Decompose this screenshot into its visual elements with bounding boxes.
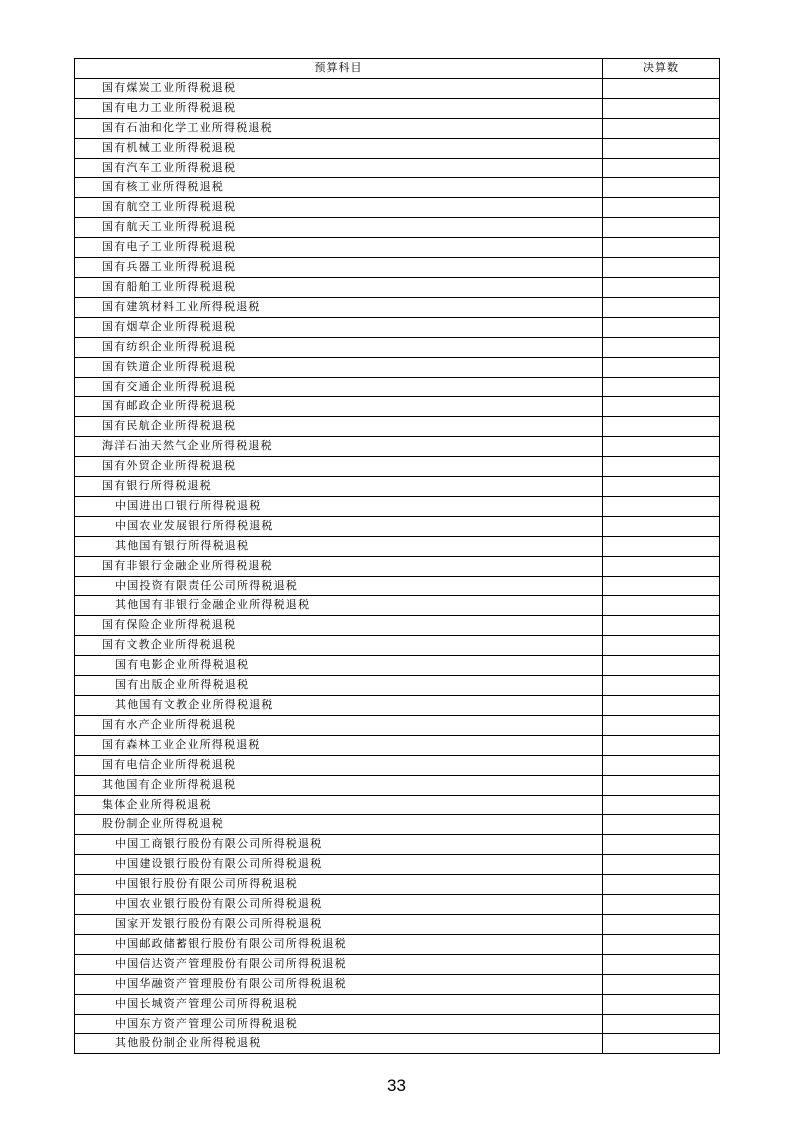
- table-row: [75, 377, 720, 397]
- budget-item-label: 国有电影企业所得税退税: [75, 656, 603, 676]
- final-amount-cell: [603, 218, 720, 238]
- table-row: [75, 596, 720, 616]
- final-amount-cell: [603, 596, 720, 616]
- table-row: [75, 835, 720, 855]
- budget-item-label: 海洋石油天然气企业所得税退税: [75, 437, 603, 457]
- budget-item-label: 国有煤炭工业所得税退税: [75, 78, 603, 98]
- final-amount-cell: [603, 914, 720, 934]
- table-row: [75, 636, 720, 656]
- budget-item-label: 国有出版企业所得税退税: [75, 676, 603, 696]
- table-row: [75, 775, 720, 795]
- final-amount-cell: [603, 158, 720, 178]
- final-amount-cell: [603, 417, 720, 437]
- table-row: [75, 496, 720, 516]
- table-row: [75, 1014, 720, 1034]
- final-amount-cell: [603, 676, 720, 696]
- final-amount-cell: [603, 636, 720, 656]
- budget-item-label: 国有电力工业所得税退税: [75, 98, 603, 118]
- budget-item-label: 国有文教企业所得税退税: [75, 636, 603, 656]
- table-row: [75, 974, 720, 994]
- table-row: [75, 277, 720, 297]
- final-amount-cell: [603, 1014, 720, 1034]
- table-row: [75, 118, 720, 138]
- budget-table: [74, 58, 720, 1054]
- table-row: [75, 297, 720, 317]
- budget-item-label: 国有交通企业所得税退税: [75, 377, 603, 397]
- final-amount-cell: [603, 377, 720, 397]
- budget-item-label: 国有森林工业企业所得税退税: [75, 735, 603, 755]
- final-amount-cell: [603, 397, 720, 417]
- budget-item-label: 其他国有银行所得税退税: [75, 536, 603, 556]
- budget-item-label: 国有船舶工业所得税退税: [75, 277, 603, 297]
- table-row: [75, 994, 720, 1014]
- table-row: [75, 238, 720, 258]
- page-number: 33: [387, 1076, 406, 1095]
- budget-item-label: 中国东方资产管理公司所得税退税: [75, 1014, 603, 1034]
- table-row: [75, 815, 720, 835]
- final-amount-cell: [603, 954, 720, 974]
- budget-item-label: 国有电子工业所得税退税: [75, 238, 603, 258]
- budget-item-label: 国有航空工业所得税退税: [75, 198, 603, 218]
- table-row: [75, 914, 720, 934]
- budget-item-label: 国有水产企业所得税退税: [75, 715, 603, 735]
- final-amount-cell: [603, 98, 720, 118]
- budget-item-label: 国有兵器工业所得税退税: [75, 258, 603, 278]
- budget-item-label: 国有外贸企业所得税退税: [75, 457, 603, 477]
- final-amount-cell: [603, 815, 720, 835]
- budget-item-label: 集体企业所得税退税: [75, 795, 603, 815]
- table-header-row: [75, 59, 720, 79]
- budget-item-label: 国有非银行金融企业所得税退税: [75, 556, 603, 576]
- final-amount-cell: [603, 835, 720, 855]
- final-amount-cell: [603, 258, 720, 278]
- final-amount-cell: [603, 1034, 720, 1054]
- final-amount-cell: [603, 656, 720, 676]
- budget-item-label: 国有电信企业所得税退税: [75, 755, 603, 775]
- final-amount-cell: [603, 457, 720, 477]
- budget-item-label: 国有邮政企业所得税退税: [75, 397, 603, 417]
- final-amount-cell: [603, 994, 720, 1014]
- budget-item-label: 国有航天工业所得税退税: [75, 218, 603, 238]
- final-amount-cell: [603, 755, 720, 775]
- table-row: [75, 437, 720, 457]
- budget-item-label: 股份制企业所得税退税: [75, 815, 603, 835]
- final-amount-cell: [603, 795, 720, 815]
- final-amount-cell: [603, 178, 720, 198]
- table-row: [75, 576, 720, 596]
- final-amount-cell: [603, 895, 720, 915]
- final-amount-cell: [603, 855, 720, 875]
- budget-item-label: 其他股份制企业所得税退税: [75, 1034, 603, 1054]
- budget-item-label: 其他国有非银行金融企业所得税退税: [75, 596, 603, 616]
- final-amount-cell: [603, 297, 720, 317]
- final-amount-cell: [603, 277, 720, 297]
- budget-item-label: 中国进出口银行所得税退税: [75, 496, 603, 516]
- budget-item-label: 国有保险企业所得税退税: [75, 616, 603, 636]
- final-amount-cell: [603, 556, 720, 576]
- budget-item-label: 中国农业银行股份有限公司所得税退税: [75, 895, 603, 915]
- budget-item-label: 国有纺织企业所得税退税: [75, 337, 603, 357]
- table-row: [75, 696, 720, 716]
- table-row: [75, 457, 720, 477]
- budget-item-label: 中国农业发展银行所得税退税: [75, 516, 603, 536]
- budget-item-label: 中国建设银行股份有限公司所得税退税: [75, 855, 603, 875]
- table-row: [75, 397, 720, 417]
- budget-table-container: [74, 58, 719, 1054]
- table-row: [75, 516, 720, 536]
- table-row: [75, 895, 720, 915]
- table-row: [75, 158, 720, 178]
- final-amount-cell: [603, 536, 720, 556]
- budget-item-label: 中国长城资产管理公司所得税退税: [75, 994, 603, 1014]
- table-row: [75, 477, 720, 497]
- table-row: [75, 656, 720, 676]
- budget-item-label: 其他国有企业所得税退税: [75, 775, 603, 795]
- final-amount-cell: [603, 337, 720, 357]
- final-amount-cell: [603, 696, 720, 716]
- table-row: [75, 934, 720, 954]
- table-row: [75, 78, 720, 98]
- budget-item-label: 中国投资有限责任公司所得税退税: [75, 576, 603, 596]
- budget-item-label: 国有民航企业所得税退税: [75, 417, 603, 437]
- table-row: [75, 735, 720, 755]
- final-amount-cell: [603, 974, 720, 994]
- table-row: [75, 1034, 720, 1054]
- table-row: [75, 755, 720, 775]
- table-row: [75, 795, 720, 815]
- budget-item-label: 中国信达资产管理股份有限公司所得税退税: [75, 954, 603, 974]
- table-row: [75, 138, 720, 158]
- final-amount-cell: [603, 775, 720, 795]
- budget-item-label: 中国银行股份有限公司所得税退税: [75, 875, 603, 895]
- table-row: [75, 676, 720, 696]
- table-row: [75, 556, 720, 576]
- table-row: [75, 337, 720, 357]
- final-amount-cell: [603, 576, 720, 596]
- table-row: [75, 258, 720, 278]
- table-row: [75, 218, 720, 238]
- table-row: [75, 417, 720, 437]
- budget-item-label: 国有铁道企业所得税退税: [75, 357, 603, 377]
- final-amount-cell: [603, 118, 720, 138]
- final-amount-cell: [603, 875, 720, 895]
- budget-item-label: 国有汽车工业所得税退税: [75, 158, 603, 178]
- final-amount-cell: [603, 616, 720, 636]
- final-amount-cell: [603, 437, 720, 457]
- budget-item-label: 国有机械工业所得税退税: [75, 138, 603, 158]
- final-amount-cell: [603, 735, 720, 755]
- budget-item-label: 中国华融资产管理股份有限公司所得税退税: [75, 974, 603, 994]
- final-amount-cell: [603, 317, 720, 337]
- header-final-amount: 决算数: [603, 59, 720, 79]
- final-amount-cell: [603, 357, 720, 377]
- table-row: [75, 875, 720, 895]
- header-budget-item: 预算科目: [75, 59, 603, 79]
- table-row: [75, 715, 720, 735]
- final-amount-cell: [603, 238, 720, 258]
- table-row: [75, 855, 720, 875]
- final-amount-cell: [603, 715, 720, 735]
- budget-item-label: 国有核工业所得税退税: [75, 178, 603, 198]
- table-body: [75, 78, 720, 1053]
- table-row: [75, 198, 720, 218]
- budget-item-label: 其他国有文教企业所得税退税: [75, 696, 603, 716]
- budget-item-label: 中国邮政储蓄银行股份有限公司所得税退税: [75, 934, 603, 954]
- budget-item-label: 国有建筑材料工业所得税退税: [75, 297, 603, 317]
- budget-item-label: 国有石油和化学工业所得税退税: [75, 118, 603, 138]
- final-amount-cell: [603, 496, 720, 516]
- final-amount-cell: [603, 78, 720, 98]
- table-row: [75, 536, 720, 556]
- budget-item-label: 中国工商银行股份有限公司所得税退税: [75, 835, 603, 855]
- final-amount-cell: [603, 934, 720, 954]
- final-amount-cell: [603, 477, 720, 497]
- table-row: [75, 98, 720, 118]
- budget-item-label: 国有烟草企业所得税退税: [75, 317, 603, 337]
- budget-item-label: 国有银行所得税退税: [75, 477, 603, 497]
- table-row: [75, 954, 720, 974]
- final-amount-cell: [603, 198, 720, 218]
- final-amount-cell: [603, 516, 720, 536]
- budget-item-label: 国家开发银行股份有限公司所得税退税: [75, 914, 603, 934]
- table-row: [75, 616, 720, 636]
- table-row: [75, 357, 720, 377]
- final-amount-cell: [603, 138, 720, 158]
- table-row: [75, 178, 720, 198]
- table-row: [75, 317, 720, 337]
